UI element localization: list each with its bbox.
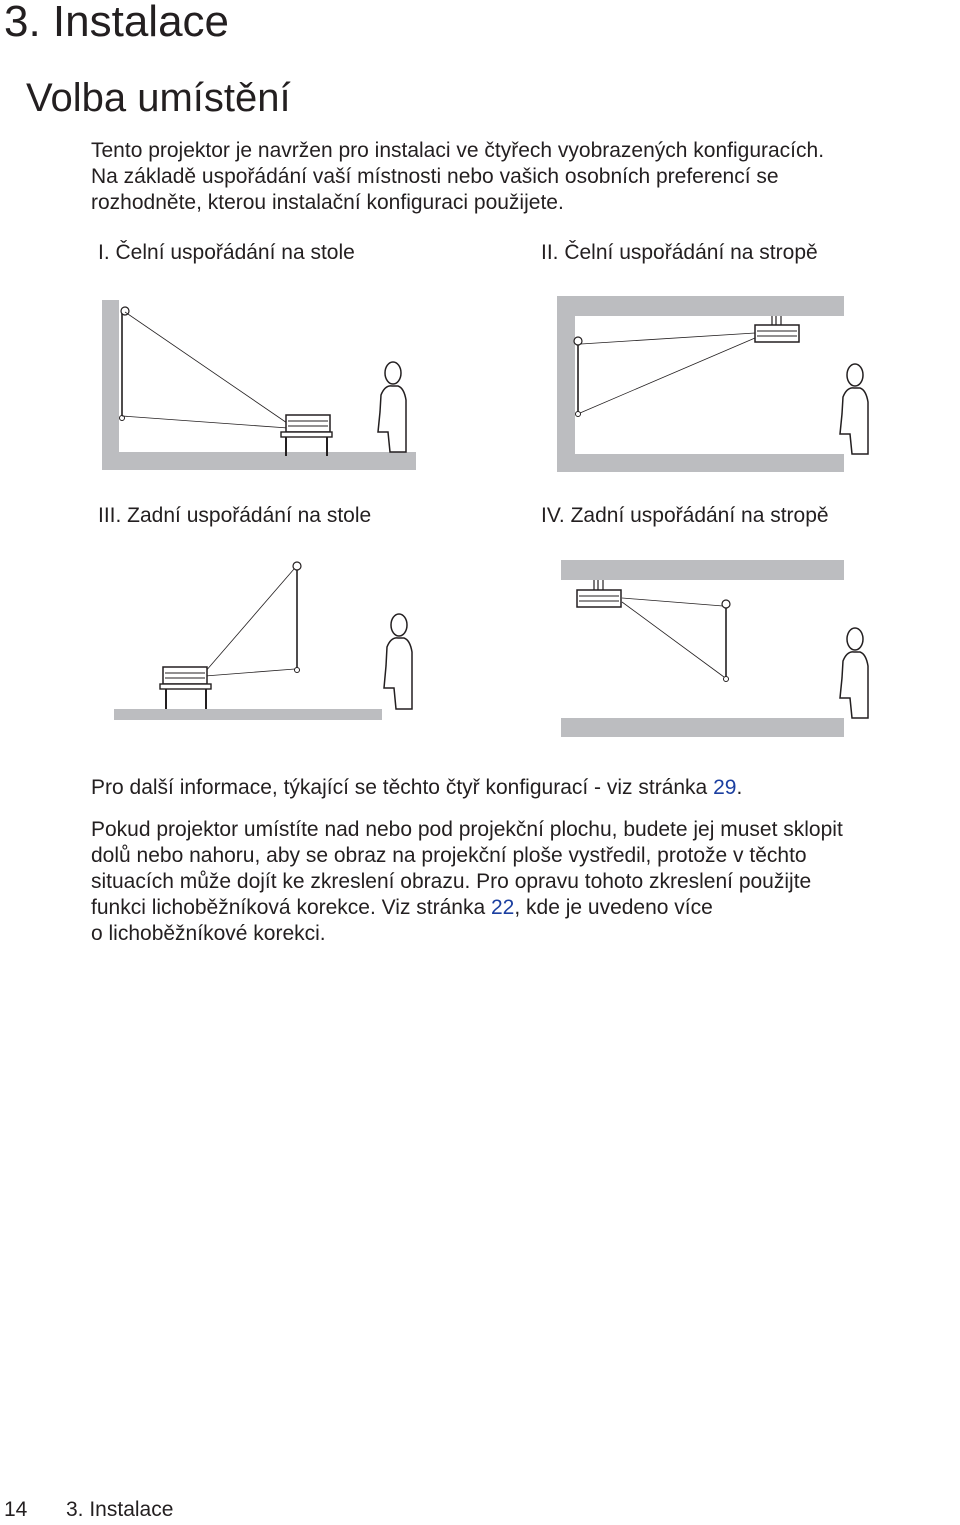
wall	[557, 296, 575, 472]
keystone-line-before: funkci lichoběžníková korekce. Viz stránka	[91, 896, 491, 919]
beam-top	[581, 333, 755, 344]
diagram-rear-table	[114, 562, 412, 720]
person-icon	[378, 362, 406, 452]
config-4-caption: IV. Zadní uspořádání na stropě	[541, 504, 829, 527]
screen-bottom	[724, 677, 729, 682]
intro-line: Tento projektor je navržen pro instalaci ve čtyřech vyobrazených konfiguracích.	[91, 139, 825, 162]
beam-top	[205, 569, 294, 672]
projector-icon	[755, 316, 799, 342]
screen-top	[293, 562, 301, 570]
floor	[114, 709, 382, 720]
screen-bottom	[295, 668, 300, 673]
keystone-line: Pokud projektor umístíte nad nebo pod projekční plochu, budete jej muset sklopit	[91, 818, 843, 841]
beam-bottom	[205, 669, 295, 676]
page-link-29[interactable]: 29	[713, 776, 737, 799]
projector-icon	[577, 580, 621, 607]
diagram-front-ceiling	[557, 296, 868, 472]
projector-icon	[163, 667, 207, 684]
screen-bottom	[576, 412, 581, 417]
projector-icon	[286, 415, 330, 432]
page-footer	[4, 1497, 173, 1523]
beam-top	[622, 598, 723, 606]
page-link-22[interactable]: 22	[490, 896, 515, 919]
screen-top	[722, 600, 730, 608]
keystone-line: situacích může dojít ke zkreslení obrazu. Pro opravu tohoto zkreslení použijte	[91, 870, 812, 893]
floor	[102, 452, 416, 470]
beam-bottom	[622, 602, 724, 677]
beam-bottom	[580, 338, 755, 413]
ceiling	[561, 560, 844, 580]
section-title: Volba umístění	[26, 76, 291, 120]
more-info-paragraph	[91, 775, 959, 801]
wall	[102, 300, 119, 470]
config-2-caption: II. Čelní uspořádání na stropě	[541, 241, 818, 264]
keystone-paragraph	[91, 817, 959, 947]
page-number: 14	[4, 1498, 28, 1521]
keystone-line	[91, 895, 959, 921]
person-icon	[384, 614, 412, 709]
config-1-caption: I. Čelní uspořádání na stole	[98, 241, 355, 264]
keystone-line-after: , kde je uvedeno více	[514, 896, 713, 919]
config-3-caption: III. Zadní uspořádání na stole	[98, 504, 372, 527]
keystone-line: o lichoběžníkové korekci.	[91, 922, 326, 945]
floor	[557, 454, 844, 472]
screen-top	[574, 337, 582, 345]
beam-top	[125, 312, 290, 425]
person-icon	[840, 628, 868, 718]
intro-line: Na základě uspořádání vaší místnosti nebo vašich osobních preferencí se	[91, 165, 779, 188]
intro-line: rozhodněte, kterou instalační konfiguraci použijete.	[91, 191, 564, 214]
ceiling	[557, 296, 844, 316]
floor	[561, 718, 844, 737]
more-info-text: Pro další informace, týkající se těchto čtyř konfigurací - viz stránka	[91, 776, 714, 799]
diagram-rear-ceiling	[561, 560, 868, 737]
person-icon	[840, 364, 868, 454]
beam-bottom	[122, 416, 288, 428]
footer-chapter: 3. Instalace	[66, 1498, 174, 1521]
chapter-title: 3. Instalace	[4, 0, 230, 46]
keystone-line: dolů nebo nahoru, aby se obraz na projekční ploše vystředil, protože v těchto	[91, 844, 807, 867]
more-info-suffix: .	[736, 776, 743, 799]
table-icon	[160, 684, 211, 709]
